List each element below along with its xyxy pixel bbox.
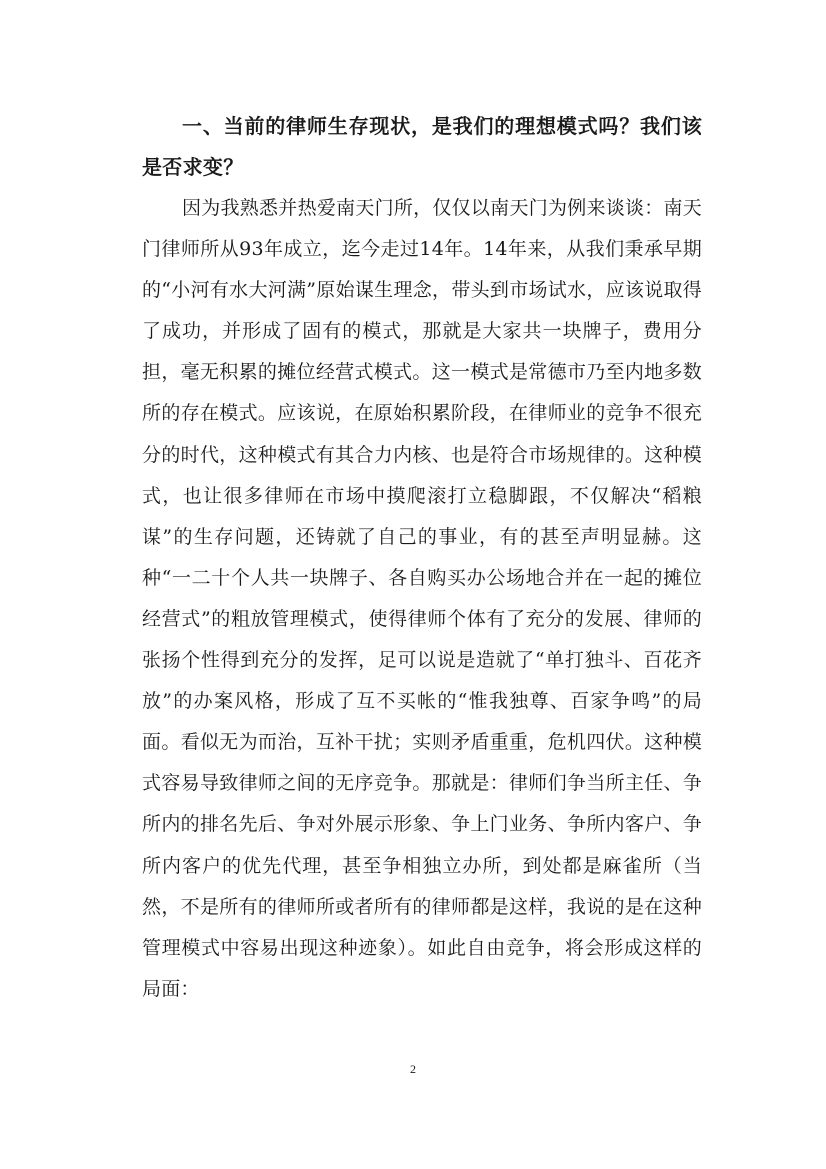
body-paragraph: 因为我熟悉并热爱南天门所，仅仅以南天门为例来谈谈：南天门律师所从93年成立，迄今走过14年。14年来，从我们秉承早期的“小河有水大河满”原始谋生理念，带头到市场试水，应该说取得了成功，并形成了固有的模式，那就是大家共一块牌子，费用分担，毫无积累的摊位经营式模式。这一模式是常德市乃至内地多数所的存在模式。应该说，在原始积累阶段，在律师业的竞争不很充分的时代，这种模式有其合力内核、也是符合市场规律的。这种模式，也让很多律师在市场中摸爬滚打立稳脚跟，不仅解决“稻粮谋”的生存问题，还铸就了自己的事业，有的甚至声明显赫。这种“一二十个人共一块牌子、各自购买办公场地合并在一起的摊位经营式”的粗放管理模式，使得律师个体有了充分的发展、律师的张扬个性得到充分的发挥，足可以说是造就了“单打独斗、百花齐放”的办案风格，形成了互不买帐的“惟我独尊、百家争鸣”的局面。看似无为而治，互补干扰；实则矛盾重重，危机四伏。这种模式容易导致律师之间的无序竞争。那就是：律师们争当所主任、争所内的排名先后、争对外展示形象、争上门业务、争所内客户、争所内客户的优先代理，甚至争相独立办所，到处都是麻雀所（当然，不是所有的律师所或者所有的律师都是这样，我说的是在这种管理模式中容易出现这种迹象）。如此自由竞争，将会形成这样的局面： — [142, 197, 702, 1000]
page-content — [142, 106, 702, 1010]
page-number: 2 — [410, 1062, 416, 1076]
section-heading: 一、当前的律师生存现状，是我们的理想模式吗？我们该是否求变？ — [142, 114, 702, 179]
